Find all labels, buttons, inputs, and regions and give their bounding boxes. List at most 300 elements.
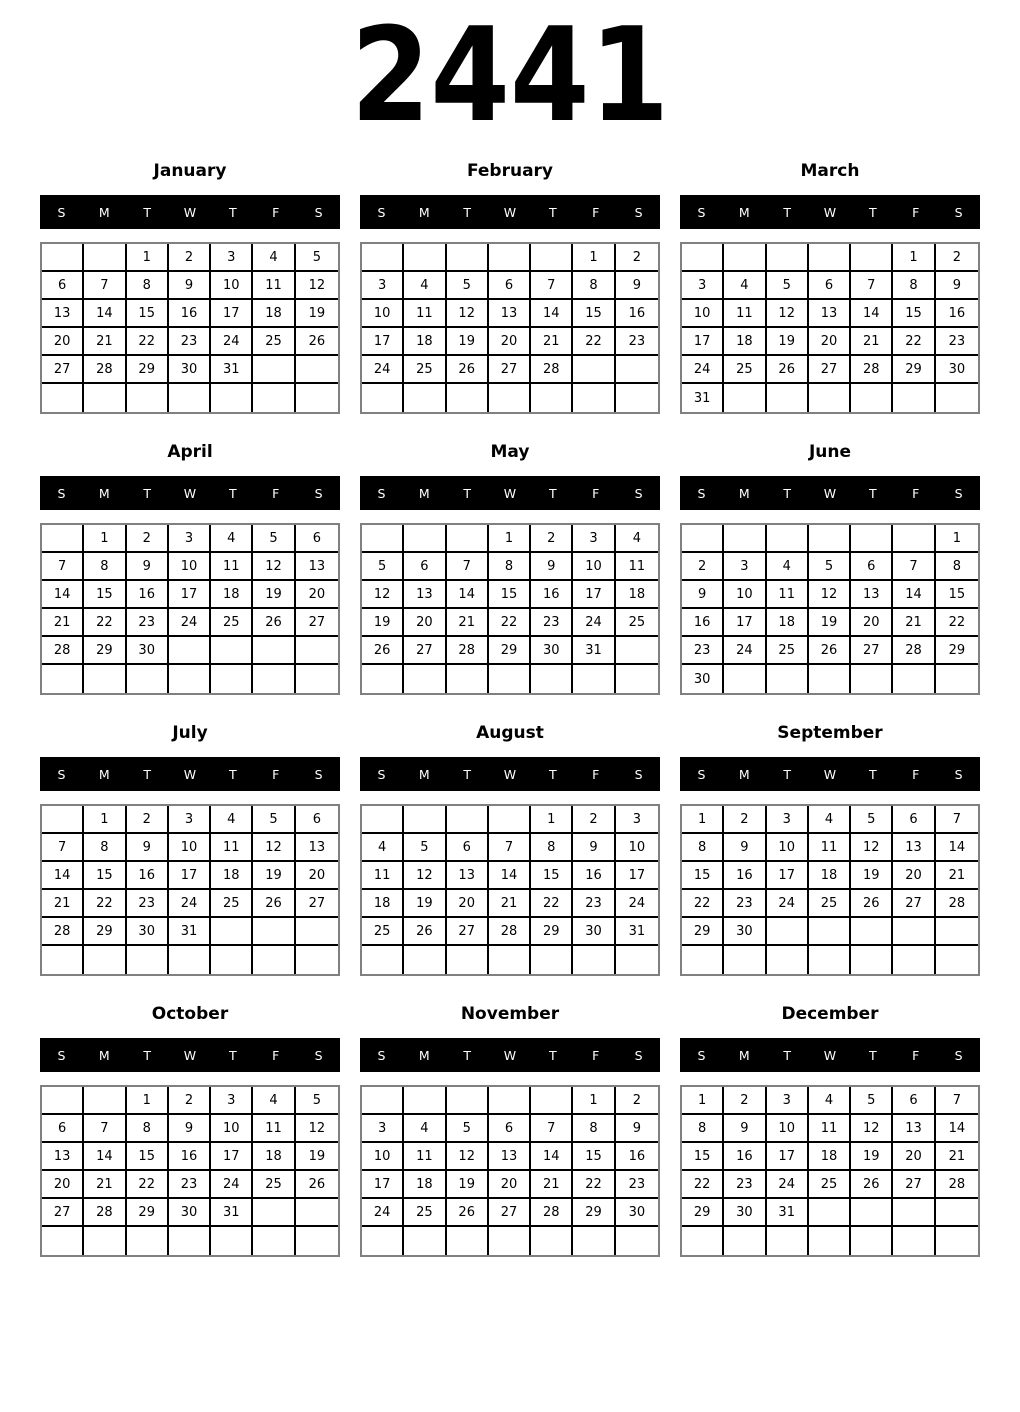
day-cell-empty (851, 1199, 893, 1227)
day-cell: 12 (362, 581, 404, 609)
day-cell: 20 (489, 1171, 531, 1199)
day-cell: 16 (531, 581, 573, 609)
day-cell: 5 (447, 272, 489, 300)
day-cell-empty (362, 806, 404, 834)
day-cell: 16 (724, 862, 766, 890)
day-cell: 27 (42, 356, 84, 384)
day-cell: 13 (851, 581, 893, 609)
day-cell-empty (296, 384, 338, 412)
day-cell: 20 (404, 609, 446, 637)
day-cell: 7 (489, 834, 531, 862)
day-cell: 19 (296, 1143, 338, 1171)
day-cell: 19 (296, 300, 338, 328)
day-cell: 14 (84, 1143, 126, 1171)
weekday-label: W (183, 204, 197, 220)
day-cell: 10 (682, 300, 724, 328)
weekday-header-row (680, 195, 980, 229)
day-cell: 15 (531, 862, 573, 890)
day-cell: 25 (253, 1171, 295, 1199)
day-cell-empty (404, 244, 446, 272)
weekday-label: T (549, 766, 557, 782)
day-cell-empty (253, 918, 295, 946)
day-cell: 9 (127, 834, 169, 862)
day-cell: 22 (84, 890, 126, 918)
day-cell: 30 (724, 1199, 766, 1227)
weekday-label: M (738, 1047, 750, 1063)
day-cell: 31 (616, 918, 658, 946)
day-cell: 26 (447, 356, 489, 384)
weekday-label: F (592, 204, 600, 220)
day-cell: 20 (296, 581, 338, 609)
day-cell-empty (42, 525, 84, 553)
day-cell: 24 (362, 356, 404, 384)
day-cell: 28 (531, 356, 573, 384)
day-cell-empty (362, 665, 404, 693)
day-cell: 12 (447, 1143, 489, 1171)
day-cell-empty (724, 244, 766, 272)
day-cell-empty (296, 665, 338, 693)
day-grid (40, 804, 340, 976)
day-cell-empty (682, 525, 724, 553)
weekday-label: M (98, 766, 110, 782)
day-cell: 5 (404, 834, 446, 862)
weekday-label: S (954, 766, 963, 782)
day-cell: 24 (767, 890, 809, 918)
day-cell: 6 (809, 272, 851, 300)
weekday-header-row (360, 476, 660, 510)
weekday-label: S (634, 204, 643, 220)
day-cell: 11 (404, 1143, 446, 1171)
day-cell-empty (169, 384, 211, 412)
day-cell: 30 (724, 918, 766, 946)
day-cell-empty (447, 525, 489, 553)
weekday-label: M (738, 204, 750, 220)
day-cell: 2 (573, 806, 615, 834)
day-cell: 4 (253, 244, 295, 272)
day-cell: 1 (936, 525, 978, 553)
day-cell-empty (936, 665, 978, 693)
day-cell: 27 (809, 356, 851, 384)
day-cell: 10 (724, 581, 766, 609)
day-cell: 1 (127, 244, 169, 272)
day-cell: 2 (724, 1087, 766, 1115)
day-cell: 8 (84, 553, 126, 581)
weekday-label: M (98, 485, 110, 501)
day-cell: 20 (42, 328, 84, 356)
weekday-header-row (40, 476, 340, 510)
day-cell: 14 (893, 581, 935, 609)
day-cell-empty (169, 637, 211, 665)
day-cell: 17 (169, 581, 211, 609)
day-cell: 25 (767, 637, 809, 665)
day-grid (360, 242, 660, 414)
day-cell: 8 (682, 1115, 724, 1143)
day-cell-empty (724, 1227, 766, 1255)
weekday-label: W (503, 204, 517, 220)
day-cell-empty (809, 918, 851, 946)
day-cell: 29 (84, 637, 126, 665)
day-cell: 16 (936, 300, 978, 328)
weekday-label: F (272, 766, 280, 782)
weekday-label: S (377, 204, 386, 220)
day-cell: 13 (489, 1143, 531, 1171)
day-cell: 5 (253, 806, 295, 834)
day-grid (680, 242, 980, 414)
day-cell: 2 (169, 244, 211, 272)
day-cell: 25 (616, 609, 658, 637)
day-cell: 9 (724, 834, 766, 862)
day-cell: 12 (404, 862, 446, 890)
weekday-label: S (57, 766, 66, 782)
day-cell: 21 (936, 1143, 978, 1171)
weekday-label: T (143, 485, 151, 501)
day-cell: 1 (84, 525, 126, 553)
day-cell: 25 (404, 356, 446, 384)
months-grid (0, 160, 1020, 1257)
day-cell-empty (893, 1227, 935, 1255)
day-cell: 1 (84, 806, 126, 834)
day-cell: 30 (682, 665, 724, 693)
day-cell-empty (936, 946, 978, 974)
day-cell-empty (127, 384, 169, 412)
day-cell: 8 (893, 272, 935, 300)
day-cell: 16 (682, 609, 724, 637)
weekday-label: W (503, 1047, 517, 1063)
day-cell-empty (253, 1199, 295, 1227)
month-title: April (167, 442, 213, 462)
day-cell-empty (42, 1227, 84, 1255)
month-title: October (151, 1004, 229, 1024)
weekday-label: T (783, 204, 791, 220)
weekday-label: W (503, 485, 517, 501)
day-cell-empty (616, 384, 658, 412)
day-cell-empty (851, 384, 893, 412)
day-cell: 25 (724, 356, 766, 384)
day-cell-empty (447, 665, 489, 693)
day-cell: 19 (253, 581, 295, 609)
day-cell: 29 (682, 1199, 724, 1227)
day-cell: 21 (84, 1171, 126, 1199)
day-cell: 11 (724, 300, 766, 328)
day-cell: 10 (362, 1143, 404, 1171)
day-cell: 31 (169, 918, 211, 946)
day-cell: 7 (893, 553, 935, 581)
day-cell: 16 (127, 581, 169, 609)
day-cell-empty (851, 1227, 893, 1255)
day-cell: 23 (616, 328, 658, 356)
day-cell: 30 (169, 356, 211, 384)
day-cell: 24 (211, 328, 253, 356)
day-cell-empty (531, 384, 573, 412)
day-cell: 3 (211, 244, 253, 272)
month-title: August (476, 723, 544, 743)
weekday-label: W (823, 485, 837, 501)
day-cell-empty (253, 637, 295, 665)
day-cell: 10 (767, 1115, 809, 1143)
day-cell: 9 (531, 553, 573, 581)
day-cell: 7 (531, 272, 573, 300)
day-cell: 14 (531, 1143, 573, 1171)
day-cell: 26 (809, 637, 851, 665)
weekday-label: T (869, 1047, 877, 1063)
day-cell: 1 (573, 244, 615, 272)
weekday-header-row (40, 757, 340, 791)
day-cell-empty (447, 806, 489, 834)
month-title: July (172, 723, 208, 743)
day-cell-empty (296, 637, 338, 665)
weekday-label: F (592, 766, 600, 782)
day-cell: 16 (724, 1143, 766, 1171)
weekday-label: S (697, 204, 706, 220)
day-grid (40, 1085, 340, 1257)
day-cell: 3 (169, 525, 211, 553)
day-cell-empty (893, 946, 935, 974)
day-cell: 8 (573, 272, 615, 300)
day-cell: 23 (531, 609, 573, 637)
day-cell: 9 (127, 553, 169, 581)
day-cell: 17 (362, 1171, 404, 1199)
day-cell: 9 (169, 1115, 211, 1143)
day-cell: 20 (851, 609, 893, 637)
day-cell-empty (362, 1227, 404, 1255)
day-cell: 22 (682, 1171, 724, 1199)
day-cell: 26 (253, 609, 295, 637)
day-cell-empty (531, 1227, 573, 1255)
day-cell: 19 (253, 862, 295, 890)
day-cell-empty (362, 1087, 404, 1115)
day-grid (360, 1085, 660, 1257)
day-cell: 4 (404, 1115, 446, 1143)
day-cell: 9 (616, 1115, 658, 1143)
weekday-header-row (360, 757, 660, 791)
day-cell-empty (127, 665, 169, 693)
day-cell: 6 (42, 272, 84, 300)
weekday-label: W (183, 1047, 197, 1063)
day-cell: 2 (127, 525, 169, 553)
day-cell: 27 (404, 637, 446, 665)
day-cell: 30 (127, 918, 169, 946)
day-cell: 11 (767, 581, 809, 609)
day-cell: 2 (616, 1087, 658, 1115)
day-cell-empty (489, 384, 531, 412)
day-cell: 14 (936, 1115, 978, 1143)
month-august (360, 722, 660, 976)
day-grid (360, 523, 660, 695)
day-cell: 29 (531, 918, 573, 946)
day-cell-empty (362, 525, 404, 553)
month-title: February (466, 161, 554, 181)
weekday-label: S (314, 766, 323, 782)
day-cell-empty (893, 918, 935, 946)
day-cell: 1 (682, 806, 724, 834)
day-cell-empty (851, 525, 893, 553)
day-cell: 19 (851, 1143, 893, 1171)
weekday-label: F (592, 485, 600, 501)
day-cell: 4 (724, 272, 766, 300)
day-cell: 4 (809, 1087, 851, 1115)
weekday-label: S (57, 485, 66, 501)
day-cell: 4 (404, 272, 446, 300)
day-cell-empty (169, 665, 211, 693)
day-cell-empty (531, 244, 573, 272)
weekday-label: T (143, 766, 151, 782)
weekday-label: F (272, 204, 280, 220)
day-cell: 28 (893, 637, 935, 665)
day-cell-empty (809, 384, 851, 412)
day-cell: 27 (893, 1171, 935, 1199)
day-cell-empty (767, 384, 809, 412)
day-cell: 13 (404, 581, 446, 609)
day-cell: 2 (169, 1087, 211, 1115)
day-cell: 28 (936, 1171, 978, 1199)
day-cell: 29 (573, 1199, 615, 1227)
day-cell: 21 (84, 328, 126, 356)
day-cell: 26 (851, 1171, 893, 1199)
day-cell: 21 (42, 890, 84, 918)
day-cell: 16 (573, 862, 615, 890)
weekday-label: M (738, 766, 750, 782)
day-cell: 23 (724, 1171, 766, 1199)
day-cell: 5 (851, 806, 893, 834)
day-cell-empty (489, 1087, 531, 1115)
day-cell-empty (682, 946, 724, 974)
day-cell: 5 (447, 1115, 489, 1143)
day-cell: 3 (767, 806, 809, 834)
day-cell-empty (253, 665, 295, 693)
day-cell-empty (767, 665, 809, 693)
day-cell: 25 (211, 609, 253, 637)
day-cell-empty (767, 946, 809, 974)
day-cell: 18 (767, 609, 809, 637)
day-cell: 22 (573, 1171, 615, 1199)
day-cell: 11 (211, 834, 253, 862)
day-cell-empty (809, 665, 851, 693)
weekday-label: M (418, 485, 430, 501)
day-cell: 28 (531, 1199, 573, 1227)
month-may (360, 441, 660, 695)
weekday-label: S (377, 485, 386, 501)
day-cell-empty (447, 946, 489, 974)
day-cell: 8 (127, 1115, 169, 1143)
day-cell-empty (531, 1087, 573, 1115)
day-cell: 21 (489, 890, 531, 918)
month-april (40, 441, 340, 695)
month-january (40, 160, 340, 414)
day-cell: 18 (253, 1143, 295, 1171)
day-cell: 15 (573, 1143, 615, 1171)
day-cell: 26 (362, 637, 404, 665)
weekday-label: S (57, 204, 66, 220)
weekday-header-row (40, 1038, 340, 1072)
day-cell-empty (211, 384, 253, 412)
day-cell: 17 (211, 300, 253, 328)
day-cell-empty (489, 244, 531, 272)
day-cell-empty (616, 946, 658, 974)
day-cell: 22 (573, 328, 615, 356)
day-cell-empty (404, 384, 446, 412)
day-cell-empty (84, 1227, 126, 1255)
day-cell: 2 (127, 806, 169, 834)
day-cell: 27 (489, 1199, 531, 1227)
day-cell-empty (851, 665, 893, 693)
day-cell-empty (84, 244, 126, 272)
day-cell: 7 (447, 553, 489, 581)
day-cell: 18 (211, 862, 253, 890)
day-cell: 8 (682, 834, 724, 862)
weekday-label: W (183, 485, 197, 501)
day-cell-empty (851, 918, 893, 946)
day-cell: 3 (573, 525, 615, 553)
day-cell: 30 (169, 1199, 211, 1227)
day-cell: 25 (809, 1171, 851, 1199)
weekday-label: T (229, 204, 237, 220)
weekday-label: M (738, 485, 750, 501)
day-cell: 6 (851, 553, 893, 581)
day-cell: 15 (682, 1143, 724, 1171)
day-cell: 15 (573, 300, 615, 328)
day-cell: 6 (296, 806, 338, 834)
day-cell: 3 (616, 806, 658, 834)
day-cell: 18 (809, 862, 851, 890)
day-cell-empty (211, 946, 253, 974)
day-cell: 12 (296, 272, 338, 300)
day-cell-empty (489, 1227, 531, 1255)
month-october (40, 1003, 340, 1257)
day-cell: 5 (362, 553, 404, 581)
day-cell-empty (253, 384, 295, 412)
day-cell-empty (447, 384, 489, 412)
month-november (360, 1003, 660, 1257)
day-cell: 1 (893, 244, 935, 272)
day-cell: 12 (767, 300, 809, 328)
day-cell-empty (211, 665, 253, 693)
weekday-label: T (549, 485, 557, 501)
day-cell-empty (362, 384, 404, 412)
day-cell-empty (211, 637, 253, 665)
day-cell-empty (296, 1227, 338, 1255)
day-cell: 16 (616, 1143, 658, 1171)
day-cell: 6 (893, 806, 935, 834)
day-cell: 19 (447, 328, 489, 356)
month-title: January (153, 161, 227, 181)
day-cell: 10 (573, 553, 615, 581)
day-cell: 20 (447, 890, 489, 918)
day-cell: 7 (42, 834, 84, 862)
day-cell: 17 (211, 1143, 253, 1171)
day-cell: 28 (42, 637, 84, 665)
day-cell: 3 (211, 1087, 253, 1115)
weekday-label: S (634, 1047, 643, 1063)
day-cell: 18 (809, 1143, 851, 1171)
day-cell: 11 (253, 1115, 295, 1143)
day-cell: 11 (253, 272, 295, 300)
day-cell: 5 (253, 525, 295, 553)
day-cell: 28 (447, 637, 489, 665)
day-cell: 1 (531, 806, 573, 834)
day-cell: 5 (296, 1087, 338, 1115)
day-cell: 24 (767, 1171, 809, 1199)
day-cell: 18 (404, 328, 446, 356)
day-cell: 26 (253, 890, 295, 918)
day-cell: 23 (169, 1171, 211, 1199)
day-cell: 11 (211, 553, 253, 581)
day-cell: 13 (893, 1115, 935, 1143)
day-cell-empty (296, 1199, 338, 1227)
day-cell-empty (724, 525, 766, 553)
day-cell: 13 (447, 862, 489, 890)
day-cell: 20 (489, 328, 531, 356)
day-cell-empty (296, 918, 338, 946)
